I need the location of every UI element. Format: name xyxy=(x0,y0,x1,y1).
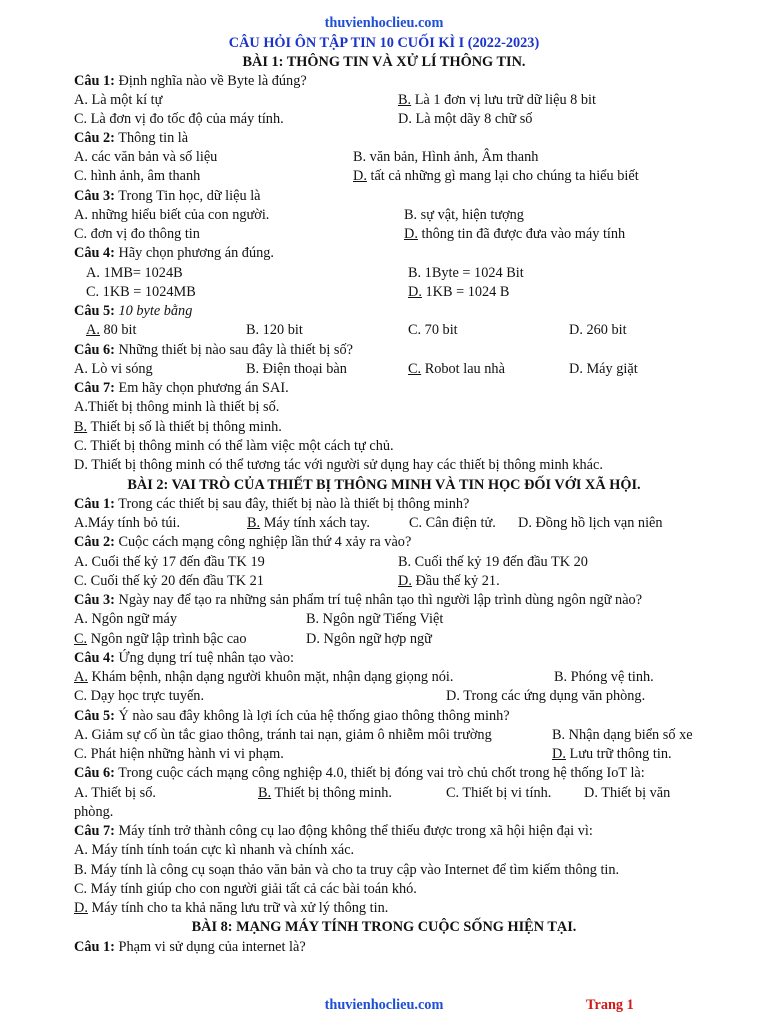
correct-answer-marker: C. xyxy=(74,631,88,647)
answer-option: A. Máy tính tính toán cực kì nhanh và chính xác. xyxy=(74,842,355,858)
answer-option: C. hình ảnh, âm thanh xyxy=(74,168,201,184)
answer-option: A.Thiết bị thông minh là thiết bị số. xyxy=(74,399,280,415)
question-text: Hãy chọn phương án đúng. xyxy=(114,245,274,261)
question-text: Ứng dụng trí tuệ nhân tạo vào: xyxy=(114,650,294,666)
answer-option: A. các văn bản và số liệu xyxy=(74,149,218,165)
question xyxy=(74,341,688,360)
answer-text: Máy tính cho ta khả năng lưu trữ và xử lý thông tin. xyxy=(87,900,389,916)
answer-option: A. Thiết bị số. xyxy=(74,785,156,801)
answer-option: C. Phát hiện những hành vi vi phạm. xyxy=(74,746,284,762)
correct-answer-marker: B. xyxy=(74,419,88,435)
answer-row xyxy=(74,110,688,129)
question-label: Câu 7: xyxy=(74,380,115,396)
answer-option: C. Thiết bị thông minh có thể làm việc một cách tự chủ. xyxy=(74,438,394,454)
question xyxy=(74,938,688,957)
answer-option: A. Lò vi sóng xyxy=(74,361,153,377)
correct-answer-marker: A. xyxy=(86,322,100,338)
question-text: Ngày nay để tạo ra những sản phẩm trí tuệ nhân tạo thì người lập trình dùng ngôn ngữ nào? xyxy=(114,592,643,608)
answer-option: A. Là một kí tự xyxy=(74,92,163,108)
question xyxy=(74,533,688,552)
answer-option xyxy=(408,283,509,302)
answer-option xyxy=(247,514,370,533)
question-label: Câu 5: xyxy=(74,303,115,319)
answer-option: D. Đồng hồ lịch vạn niên xyxy=(518,515,663,531)
answer-option: B. Máy tính là công cụ soạn thảo văn bản và cho ta truy cập vào Internet để tìm kiếm thông tin. xyxy=(74,862,620,878)
answer-text: Lưu trữ thông tin. xyxy=(565,746,672,762)
question xyxy=(74,764,748,783)
question-text: Trong các thiết bị sau đây, thiết bị nào là thiết bị thông minh? xyxy=(114,496,470,512)
answer-row xyxy=(74,360,688,379)
answer-row xyxy=(74,283,688,302)
question-label: Câu 4: xyxy=(74,245,115,261)
section-heading-bai8: BÀI 8: MẠNG MÁY TÍNH TRONG CUỘC SỐNG HIỆN TẠI. xyxy=(191,919,577,935)
answer-continuation: phòng. xyxy=(74,804,114,820)
answer-option xyxy=(552,745,672,764)
answer-row xyxy=(74,745,688,764)
answer-option: A. những hiểu biết của con người. xyxy=(74,207,270,223)
answer-row xyxy=(74,321,688,340)
question-label: Câu 5: xyxy=(74,708,115,724)
question-text: Ý nào sau đây không là lợi ích của hệ thống giao thông thông minh? xyxy=(114,708,510,724)
answer-option: C. 70 bit xyxy=(408,322,458,338)
answer-option xyxy=(353,167,639,186)
answer-text: 1KB = 1024 B xyxy=(421,284,510,300)
answer-option: C. đơn vị đo thông tin xyxy=(74,226,200,242)
question-text: 10 byte bằng xyxy=(114,303,193,319)
answer-row xyxy=(74,553,688,572)
answer-row xyxy=(74,264,688,283)
answer-row xyxy=(74,91,688,110)
question-label: Câu 2: xyxy=(74,130,115,146)
answer-option: A. Cuối thế kỷ 17 đến đầu TK 19 xyxy=(74,554,265,570)
question xyxy=(74,302,688,321)
answer-text: tất cả những gì mang lại cho chúng ta hiểu biết xyxy=(366,168,639,184)
question-label: Câu 1: xyxy=(74,496,115,512)
answer-row xyxy=(74,784,748,803)
question-text: Thông tin là xyxy=(114,130,189,146)
answer-option: B. văn bản, Hình ảnh, Âm thanh xyxy=(353,149,539,165)
question-text: Trong Tin học, dữ liệu là xyxy=(114,188,261,204)
answer-option xyxy=(398,91,596,110)
page-number: Trang 1 xyxy=(586,997,634,1013)
answer-option: B. 1Byte = 1024 Bit xyxy=(408,265,524,281)
question-label: Câu 1: xyxy=(74,73,115,89)
answer-text: Thiết bị số là thiết bị thông minh. xyxy=(87,419,282,435)
answer-option: C. Dạy học trực tuyến. xyxy=(74,688,205,704)
document-title: CÂU HỎI ÔN TẬP TIN 10 CUỐI KÌ I (2022-2023) xyxy=(228,35,540,51)
answer-row xyxy=(74,572,688,591)
answer-option: B. Ngôn ngữ Tiếng Việt xyxy=(306,611,444,627)
answer-option: C. Cuối thế kỷ 20 đến đầu TK 21 xyxy=(74,573,264,589)
answer-option: B. 120 bit xyxy=(246,322,303,338)
correct-answer-marker: D. xyxy=(552,746,566,762)
answer-option xyxy=(404,225,625,244)
answer-option: C. 1KB = 1024MB xyxy=(86,284,196,300)
footer-site: thuvienhoclieu.com xyxy=(324,997,444,1013)
question-text: Định nghĩa nào về Byte là đúng? xyxy=(114,73,307,89)
answer-option: A. 1MB= 1024B xyxy=(86,265,183,281)
answer-row xyxy=(74,514,748,533)
answer-option xyxy=(74,668,453,687)
answer-text: Máy tính xách tay. xyxy=(260,515,370,531)
correct-answer-marker: D. xyxy=(353,168,367,184)
answer-text: Khám bệnh, nhận dạng người khuôn mặt, nhận dạng giọng nói. xyxy=(87,669,454,685)
answer-text: Robot lau nhà xyxy=(421,361,505,377)
question xyxy=(74,495,688,514)
answer-option xyxy=(86,321,136,340)
answer-option: A. Giảm sự cố ùn tắc giao thông, tránh tai nạn, giảm ô nhiễm môi trường xyxy=(74,727,492,743)
question-text: Trong cuộc cách mạng công nghiệp 4.0, thiết bị đóng vai trò chủ chốt trong hệ thống IoT là: xyxy=(114,765,645,781)
question-label: Câu 7: xyxy=(74,823,115,839)
answer-option: D. Máy giặt xyxy=(569,361,638,377)
correct-answer-marker: B. xyxy=(247,515,261,531)
question-label: Câu 6: xyxy=(74,765,115,781)
question xyxy=(74,244,688,263)
answer-option: B. Điện thoại bàn xyxy=(246,361,347,377)
correct-answer-marker: D. xyxy=(74,900,88,916)
correct-answer-marker: A. xyxy=(74,669,88,685)
question xyxy=(74,822,748,841)
answer-option xyxy=(408,360,505,379)
correct-answer-marker: D. xyxy=(408,284,422,300)
answer-option xyxy=(74,630,247,649)
answer-option xyxy=(258,784,392,803)
answer-text: Thiết bị thông minh. xyxy=(271,785,392,801)
answer-option: A. Ngôn ngữ máy xyxy=(74,611,178,627)
answer-row xyxy=(74,726,748,745)
answer-option: B. Nhận dạng biển số xe xyxy=(552,727,693,743)
answer-row xyxy=(74,668,748,687)
section-heading-bai1: BÀI 1: THÔNG TIN VÀ XỬ LÍ THÔNG TIN. xyxy=(242,54,526,70)
answer-option xyxy=(74,418,688,437)
correct-answer-marker: C. xyxy=(408,361,422,377)
answer-row xyxy=(74,225,688,244)
question-label: Câu 4: xyxy=(74,650,115,666)
answer-option: B. Cuối thế kỷ 19 đến đầu TK 20 xyxy=(398,554,588,570)
answer-row xyxy=(74,630,688,649)
correct-answer-marker: D. xyxy=(398,573,412,589)
question-text: Em hãy chọn phương án SAI. xyxy=(114,380,289,396)
question-text: Cuộc cách mạng công nghiệp lần thứ 4 xảy ra vào? xyxy=(114,534,412,550)
question-text: Những thiết bị nào sau đây là thiết bị số? xyxy=(114,342,353,358)
answer-option: C. Máy tính giúp cho con người giải tất cả các bài toán khó. xyxy=(74,881,417,897)
answer-text: thông tin đã được đưa vào máy tính xyxy=(417,226,626,242)
question-label: Câu 6: xyxy=(74,342,115,358)
question xyxy=(74,72,688,91)
answer-row xyxy=(74,167,688,186)
answer-option: D. Là một dãy 8 chữ số xyxy=(398,111,533,127)
answer-option: A.Máy tính bỏ túi. xyxy=(74,515,181,531)
answer-row xyxy=(74,610,688,629)
answer-option: D. 260 bit xyxy=(569,322,627,338)
answer-option: D. Ngôn ngữ hợp ngữ xyxy=(306,631,432,647)
answer-text: Ngôn ngữ lập trình bậc cao xyxy=(87,631,247,647)
question xyxy=(74,129,688,148)
answer-option: B. Phóng vệ tinh. xyxy=(554,669,654,685)
question-label: Câu 1: xyxy=(74,939,115,955)
answer-text: Đầu thế kỷ 21. xyxy=(411,573,500,589)
correct-answer-marker: B. xyxy=(258,785,272,801)
question xyxy=(74,187,688,206)
answer-option: C. Cân điện tử. xyxy=(409,515,496,531)
answer-text: Là 1 đơn vị lưu trữ dữ liệu 8 bit xyxy=(411,92,597,108)
answer-option: D. Thiết bị văn xyxy=(584,785,671,801)
question xyxy=(74,591,748,610)
answer-option: C. Là đơn vị đo tốc độ của máy tính. xyxy=(74,111,284,127)
answer-text: 80 bit xyxy=(99,322,137,338)
correct-answer-marker: B. xyxy=(398,92,412,108)
question-label: Câu 2: xyxy=(74,534,115,550)
answer-row xyxy=(74,206,688,225)
answer-option: B. sự vật, hiện tượng xyxy=(404,207,524,223)
section-heading-bai2: BÀI 2: VAI TRÒ CỦA THIẾT BỊ THÔNG MINH VÀ TIN HỌC ĐỐI VỚI XÃ HỘI. xyxy=(127,477,641,493)
correct-answer-marker: D. xyxy=(404,226,418,242)
question-label: Câu 3: xyxy=(74,592,115,608)
question xyxy=(74,649,688,668)
question-text: Máy tính trở thành công cụ lao động không thể thiếu được trong xã hội hiện đại vì: xyxy=(114,823,593,839)
answer-option: D. Trong các ứng dụng văn phòng. xyxy=(446,688,646,704)
question-text: Phạm vi sử dụng của internet là? xyxy=(114,939,306,955)
answer-option: D. Thiết bị thông minh có thể tương tác với người sử dụng hay các thiết bị thông minh khác. xyxy=(74,457,603,473)
question-label: Câu 3: xyxy=(74,188,115,204)
header-site: thuvienhoclieu.com xyxy=(324,15,444,31)
question xyxy=(74,379,688,398)
answer-option xyxy=(398,572,500,591)
question xyxy=(74,707,688,726)
answer-row xyxy=(74,687,688,706)
answer-option xyxy=(74,899,688,918)
answer-option: C. Thiết bị vi tính. xyxy=(446,785,552,801)
answer-row xyxy=(74,148,688,167)
